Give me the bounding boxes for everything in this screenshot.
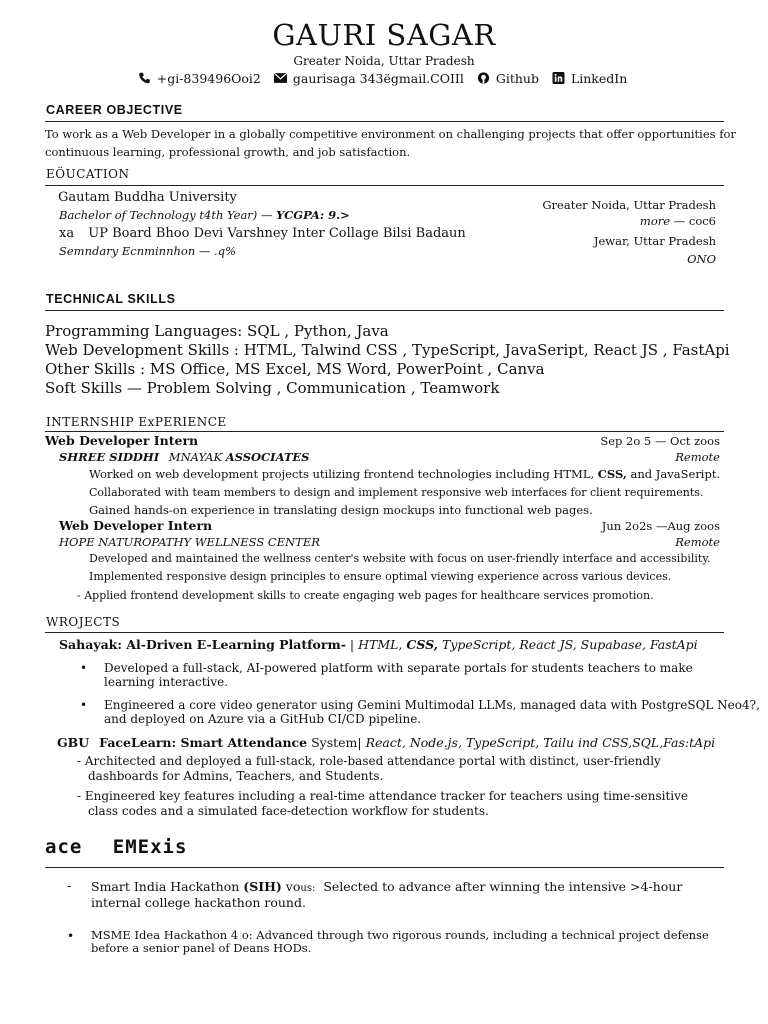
dash-icon: - bbox=[67, 879, 72, 894]
email-contact[interactable] bbox=[274, 71, 471, 86]
project-2-system: System| bbox=[311, 735, 362, 750]
phone-contact[interactable] bbox=[138, 71, 268, 86]
achievements-heading-part-b: EMExis bbox=[112, 836, 188, 858]
project-2-bullet-1-line-2: dashboards for Admins, Teachers, and Students. bbox=[88, 769, 384, 783]
project-1-tech-b: CSS, bbox=[406, 637, 439, 652]
project-2-prefix: GBU bbox=[57, 735, 90, 750]
secondary-date: ONO bbox=[687, 252, 716, 266]
achievement-1-title: Smart India Hackathon bbox=[91, 879, 240, 894]
section-divider bbox=[45, 121, 724, 122]
section-divider bbox=[45, 431, 724, 432]
university-name: Gautam Buddha University bbox=[58, 190, 237, 205]
linkedin-icon bbox=[552, 72, 565, 84]
section-divider bbox=[45, 310, 724, 311]
email-address: gaurisaga 343ëgmail.COIIl bbox=[292, 71, 464, 86]
phone-number: +gi-839496Ooi2 bbox=[156, 71, 261, 86]
school-name: UP Board Bhoo Devi Varshney Inter Collage Bilsi Badaun bbox=[88, 226, 466, 241]
linkedin-link[interactable] bbox=[552, 71, 630, 86]
achievement-1-abbr: (SIH) bbox=[243, 879, 282, 894]
github-label: Github bbox=[495, 71, 539, 86]
project-1-bullet-1-line-1: Developed a full-stack, AI-powered platform with separate portals for students teachers to make bbox=[104, 661, 693, 675]
envelope-icon bbox=[274, 72, 287, 84]
job-1-bullet-2: Collaborated with team members to design and implement responsive web interfaces for client requirements. bbox=[89, 486, 704, 499]
achievements-heading-part-a: ace bbox=[45, 836, 83, 858]
job-1-role: Web Developer Intern bbox=[45, 433, 199, 448]
skills-other: Other Skills : MS Office, MS Excel, MS Word, PowerPoint , Canva bbox=[45, 360, 545, 378]
achievement-1-line-2: internal college hackathon round. bbox=[91, 895, 306, 910]
career-objective-heading: CAREER OBJECTIVE bbox=[46, 103, 183, 117]
candidate-name: GAURI SAGAR bbox=[272, 18, 496, 52]
project-2-header bbox=[57, 735, 715, 750]
school-prefix: xa bbox=[59, 226, 75, 241]
section-divider bbox=[45, 867, 724, 868]
job-1-bullet-1 bbox=[89, 467, 720, 481]
degree-name: Bachelor of Technology t4th Year) — bbox=[59, 208, 273, 222]
project-2-name: FaceLearn: Smart Attendance bbox=[99, 735, 308, 750]
job-2-role: Web Developer Intern bbox=[59, 518, 213, 533]
project-1-separator: | bbox=[349, 637, 355, 652]
school-location: Jewar, Uttar Pradesh bbox=[593, 234, 716, 248]
job-2-company: HOPE NATUROPATHY WELLNESS CENTER bbox=[59, 535, 320, 549]
degree-date: more — coc6 bbox=[639, 214, 716, 228]
section-divider bbox=[45, 632, 724, 633]
company-part-b: MNAYAK bbox=[168, 450, 223, 464]
achievement-1-year-sub: us: bbox=[300, 883, 316, 894]
candidate-location: Greater Noida, Uttar Pradesh bbox=[293, 54, 475, 68]
project-2-tech: React, Node.js, TypeScript, Tailu ind CSS,SQL,Fas:tApi bbox=[365, 735, 716, 750]
section-divider bbox=[45, 185, 724, 186]
projects-heading: WROJECTS bbox=[46, 615, 121, 629]
contact-line bbox=[0, 71, 768, 86]
bullet-text: and JavaSeript. bbox=[630, 467, 721, 481]
phone-icon bbox=[138, 72, 151, 84]
secondary-exam: Semndary Ecnminnhon — .q% bbox=[59, 244, 236, 258]
project-2-bullet-2-line-2: class codes and a simulated face-detection workflow for students. bbox=[88, 804, 489, 818]
bullet-text: Worked on web development projects utilizing frontend technologies including HTML, bbox=[89, 467, 595, 481]
achievement-2-line-1: MSME Idea Hackathon 4 o: Advanced through two rigorous rounds, including a technical project defense bbox=[91, 928, 709, 942]
education-heading: EÖUCATION bbox=[46, 167, 130, 181]
achievement-1-year: vo bbox=[285, 879, 301, 894]
skills-programming: Programming Languages: SQL , Python, Java bbox=[45, 322, 389, 340]
technical-skills-heading: TECHNICAL SKILLS bbox=[46, 292, 176, 306]
company-part-c: ASSOCIATES bbox=[225, 450, 310, 464]
project-1-tech-c: TypeScript, React JS, Supabase, FastApi bbox=[442, 637, 698, 652]
job-1-company bbox=[59, 450, 310, 464]
github-icon bbox=[477, 72, 490, 84]
achievements-heading bbox=[45, 836, 187, 858]
project-1-bullet-2-line-2: and deployed on Azure via a GitHub CI/CD pipeline. bbox=[104, 712, 422, 726]
job-2-bullet-1: Developed and maintained the wellness center's website with focus on user-friendly interface and accessibility. bbox=[89, 552, 711, 565]
achievement-2-line-2: before a senior panel of Deans HODs. bbox=[91, 941, 312, 955]
achievement-1-detail: Selected to advance after winning the intensive >4-hour bbox=[323, 879, 683, 894]
achievement-1-line-1 bbox=[91, 879, 682, 894]
objective-text-line-1: To work as a Web Developer in a globally competitive environment on challenging projects that offer opportunities for bbox=[45, 127, 736, 141]
bullet-bold: CSS, bbox=[597, 467, 627, 481]
linkedin-label: LinkedIn bbox=[570, 71, 628, 86]
company-part-a: SHREE SIDDHI bbox=[59, 450, 160, 464]
job-1-bullet-3: Gained hands-on experience in translating design mockups into functional web pages. bbox=[89, 503, 593, 517]
degree-line bbox=[59, 208, 350, 222]
job-2-bullet-2: Implemented responsive design principles to ensure optimal viewing experience across various devices. bbox=[89, 570, 672, 583]
job-1-mode: Remote bbox=[675, 450, 720, 464]
project-1-tech-a: HTML, bbox=[358, 637, 403, 652]
skills-soft: Soft Skills — Problem Solving , Communication , Teamwork bbox=[45, 379, 500, 397]
job-2-date: Jun 2o2s —Aug zoos bbox=[601, 519, 720, 533]
project-1-name: Sahayak: Al-Driven E-Learning Platform- bbox=[59, 637, 346, 652]
project-1-bullet-1-line-2: learning interactive. bbox=[104, 675, 229, 689]
github-link[interactable] bbox=[477, 71, 546, 86]
job-2-mode: Remote bbox=[675, 535, 720, 549]
project-1-header bbox=[59, 637, 698, 652]
project-1-bullet-2-line-1: Engineered a core video generator using Gemini Multimodal LLMs, managed data with PostgreSQL Neo4?, bbox=[104, 698, 760, 712]
objective-text-line-2: continuous learning, professional growth, and job satisfaction. bbox=[45, 145, 411, 159]
school-line bbox=[59, 226, 466, 241]
bullet-dot-icon: • bbox=[80, 661, 88, 675]
bullet-dot-icon: • bbox=[80, 698, 88, 712]
degree-gpa: YCGPA: 9.> bbox=[276, 208, 350, 222]
project-2-bullet-2-line-1: - Engineered key features including a real-time attendance tracker for teachers using time-sensitive bbox=[77, 789, 688, 803]
job-1-date: Sep 2o 5 — Oct zoos bbox=[600, 434, 720, 448]
skills-web-development: Web Development Skills : HTML, Talwind CSS , TypeScript, JavaSeript, React JS , FastApi bbox=[45, 341, 730, 359]
university-location: Greater Noida, Uttar Pradesh bbox=[542, 198, 716, 212]
job-2-bullet-3: - Applied frontend development skills to create engaging web pages for healthcare services promotion. bbox=[77, 589, 654, 602]
project-2-bullet-1-line-1: - Architected and deployed a full-stack, role-based attendance portal with distinct, user-friendly bbox=[77, 754, 661, 768]
bullet-dot-icon: • bbox=[67, 929, 75, 943]
internship-heading: INTERNSHIP ExPERIENCE bbox=[46, 415, 227, 429]
